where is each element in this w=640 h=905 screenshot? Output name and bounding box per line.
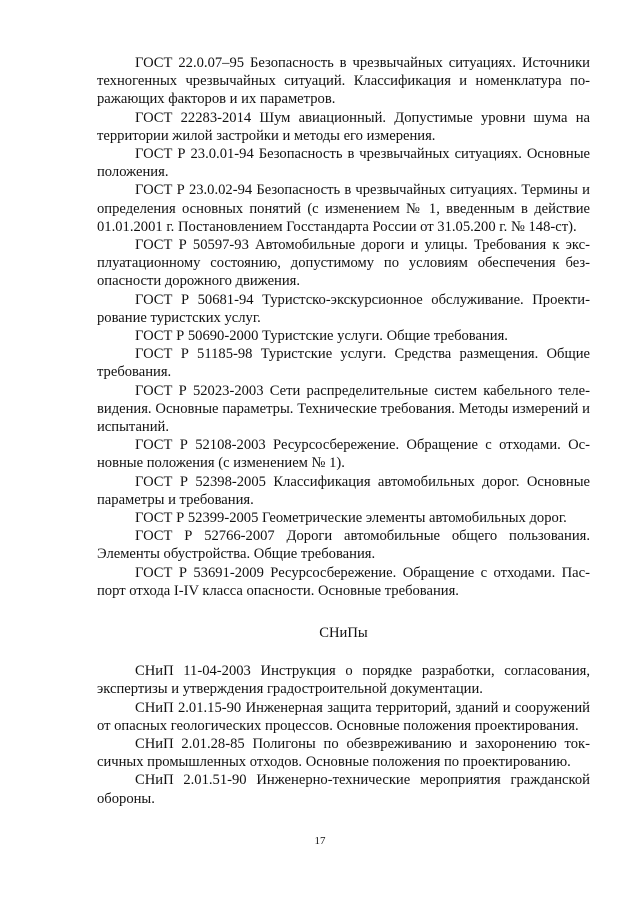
section-title-snip: СНиПы — [319, 625, 368, 642]
gost-entry: ГОСТ Р 52108-2003 Ресурсосбережение. Обращение с отходами. Основные положения (с изменением № 1). — [97, 437, 590, 472]
gost-entry: ГОСТ Р 50690-2000 Туристские услуги. Общие требования. — [135, 328, 508, 345]
snip-entry: СНиП 2.01.28-85 Полигоны по обезвреживанию и захоронению токсичных промышленных отходов. Основные положения по проектированию. — [97, 735, 590, 771]
snip-list — [97, 662, 590, 808]
gost-entry: ГОСТ Р 53691-2009 Ресурсосбережение. Обращение с отходами. Паспорт отхода I-IV класса опасности. Основные требования. — [97, 564, 590, 599]
page-number: 17 — [314, 835, 326, 847]
gost-entry: ГОСТ Р 52398-2005 Классификация автомобильных дорог. Основные параметры и требования. — [97, 473, 590, 508]
snip-entry: СНиП 11-04-2003 Инструкция о порядке разработки, согласования, экспертизы и утверждения градостроительной документации. — [97, 663, 590, 698]
gost-entry: ГОСТ Р 50597-93 Автомобильные дороги и улицы. Требования к эксплуатационному состоянию, допустимому по условиям обеспечения безопасности дорожного движения. — [97, 237, 590, 290]
snip-entry: СНиП 2.01.51-90 Инженерно-технические мероприятия гражданской обороны. — [97, 772, 590, 807]
gost-entry: ГОСТ Р 52766-2007 Дороги автомобильные общего пользования. Элементы обустройства. Общие требования. — [97, 528, 590, 563]
gost-entry: ГОСТ Р 23.0.02-94 Безопасность в чрезвычайных ситуациях. Термины и определения основных понятий (с изменением № 1, введенным в действие 01.01.2001 г. Постановлением Госстандарта России от 31.05.200 г. № 148-ст). — [97, 182, 590, 235]
gost-entry: ГОСТ Р 52023-2003 Сети распределительные систем кабельного телевидения. Основные параметры. Технические требования. Методы измерений и испытаний. — [97, 382, 590, 436]
page-content — [97, 54, 590, 808]
gost-entry: ГОСТ Р 51185-98 Туристские услуги. Средства размещения. Общие требования. — [97, 346, 590, 381]
gost-entry: ГОСТ Р 50681-94 Туристско-экскурсионное обслуживание. Проектирование туристских услуг. — [97, 291, 590, 326]
snip-entry: СНиП 2.01.15-90 Инженерная защита территорий, зданий и сооружений от опасных геологических процессов. Основные положения проектирования. — [97, 699, 590, 734]
gost-entry: ГОСТ Р 52399-2005 Геометрические элементы автомобильных дорог. — [135, 510, 567, 527]
gost-entry: ГОСТ Р 23.0.01-94 Безопасность в чрезвычайных ситуациях. Основные положения. — [97, 146, 590, 181]
gost-entry: ГОСТ 22283-2014 Шум авиационный. Допустимые уровни шума на территории жилой застройки и методы его измерения. — [97, 109, 590, 144]
gost-entry: ГОСТ 22.0.07–95 Безопасность в чрезвычайных ситуациях. Источники техногенных чрезвычайных ситуаций. Классификация и номенклатура поражающих факторов и их параметров. — [97, 55, 590, 108]
gost-list — [97, 54, 590, 600]
